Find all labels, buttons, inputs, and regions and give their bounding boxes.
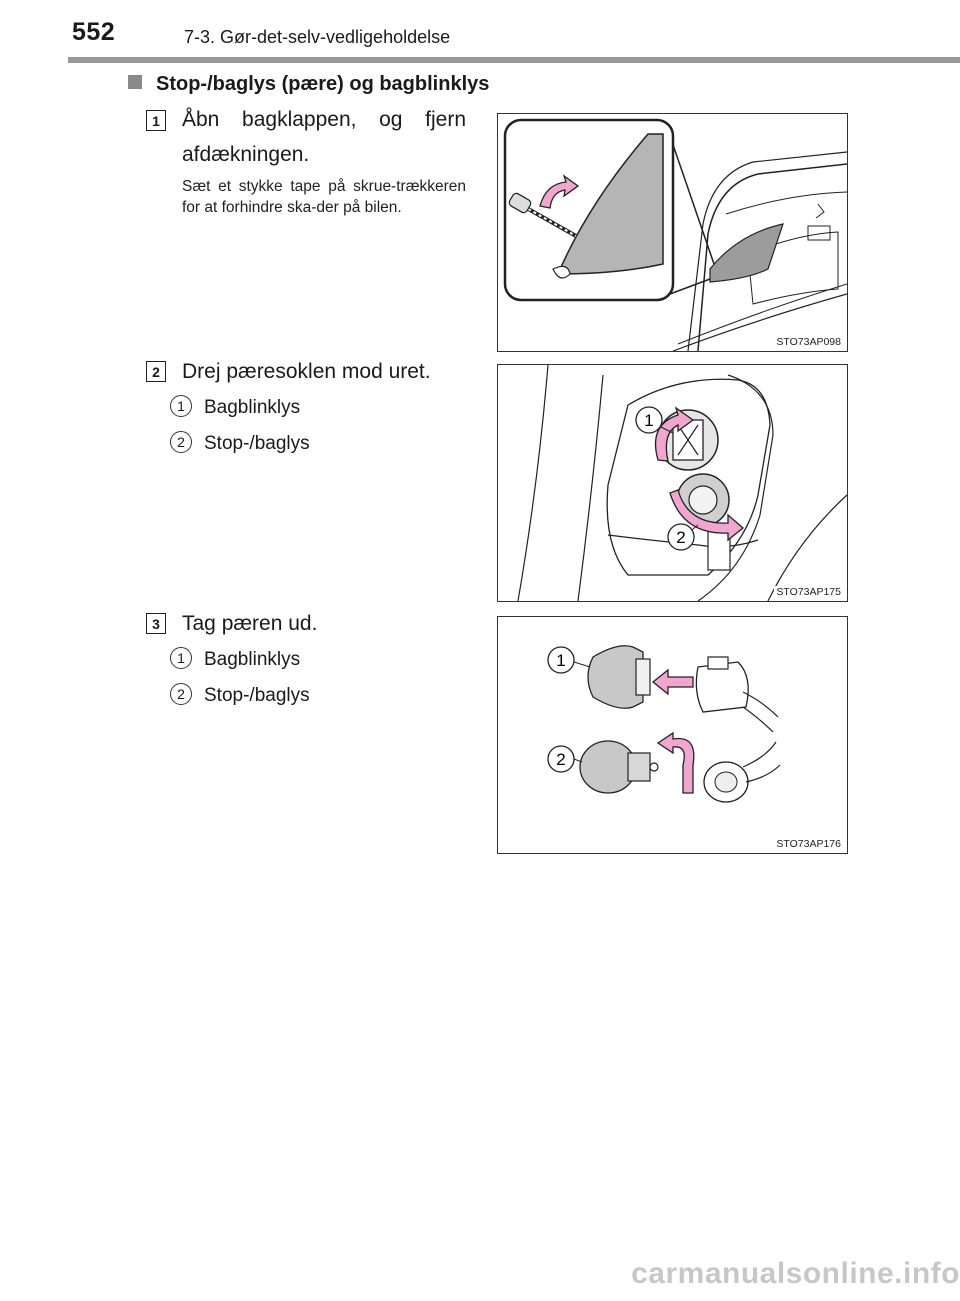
- section-heading: [128, 73, 489, 96]
- header-rule: [68, 57, 960, 63]
- step-3-text: Tag pæren ud.: [182, 612, 318, 635]
- step-3-item-1: [170, 647, 300, 673]
- page-number: 552: [72, 18, 116, 46]
- item-label: Bagblinklys: [204, 649, 301, 670]
- item-number: 2: [170, 431, 192, 453]
- callout-1: 1: [644, 411, 654, 430]
- callout-2: 2: [676, 528, 686, 547]
- item-number: 1: [170, 395, 192, 417]
- item-label: Stop-/baglys: [204, 433, 310, 454]
- bulb-socket-rotation-illustration: [498, 365, 847, 601]
- figure-code: STO73AP176: [776, 838, 841, 850]
- item-label: Bagblinklys: [204, 397, 301, 418]
- section-bullet-icon: [128, 75, 142, 89]
- figure-step-3: [497, 616, 848, 854]
- step-1-text: Åbn bagklappen, og fjern afdækningen.: [182, 108, 466, 166]
- figure-code: STO73AP175: [776, 586, 841, 598]
- callout-2: 2: [556, 750, 566, 769]
- step-2-item-1: [170, 395, 300, 421]
- step-2-text: Drej pæresoklen mod uret.: [182, 360, 431, 383]
- figure-code: STO73AP098: [776, 336, 841, 348]
- item-number: 2: [170, 683, 192, 705]
- step-2-badge: 2: [146, 361, 166, 382]
- chapter-title: 7-3. Gør-det-selv-vedligeholdelse: [184, 27, 451, 47]
- step-2-item-2: [170, 431, 310, 457]
- item-label: Stop-/baglys: [204, 685, 310, 706]
- callout-1: 1: [556, 651, 566, 670]
- step-3-item-2: [170, 683, 310, 709]
- figure-step-1: [497, 113, 848, 352]
- section-title: Stop-/baglys (pære) og bagblinklys: [156, 73, 490, 95]
- figure-step-2: [497, 364, 848, 602]
- tailgate-cover-illustration: [498, 114, 847, 351]
- step-1-note: Sæt et stykke tape på skrue-trækkeren for at forhindre ska-der på bilen.: [182, 178, 466, 216]
- step-1-badge: 1: [146, 110, 166, 131]
- step-3-badge: 3: [146, 613, 166, 634]
- item-number: 1: [170, 647, 192, 669]
- bulb-removal-illustration: [498, 617, 847, 853]
- watermark: carmanualsonline.info: [631, 1257, 960, 1290]
